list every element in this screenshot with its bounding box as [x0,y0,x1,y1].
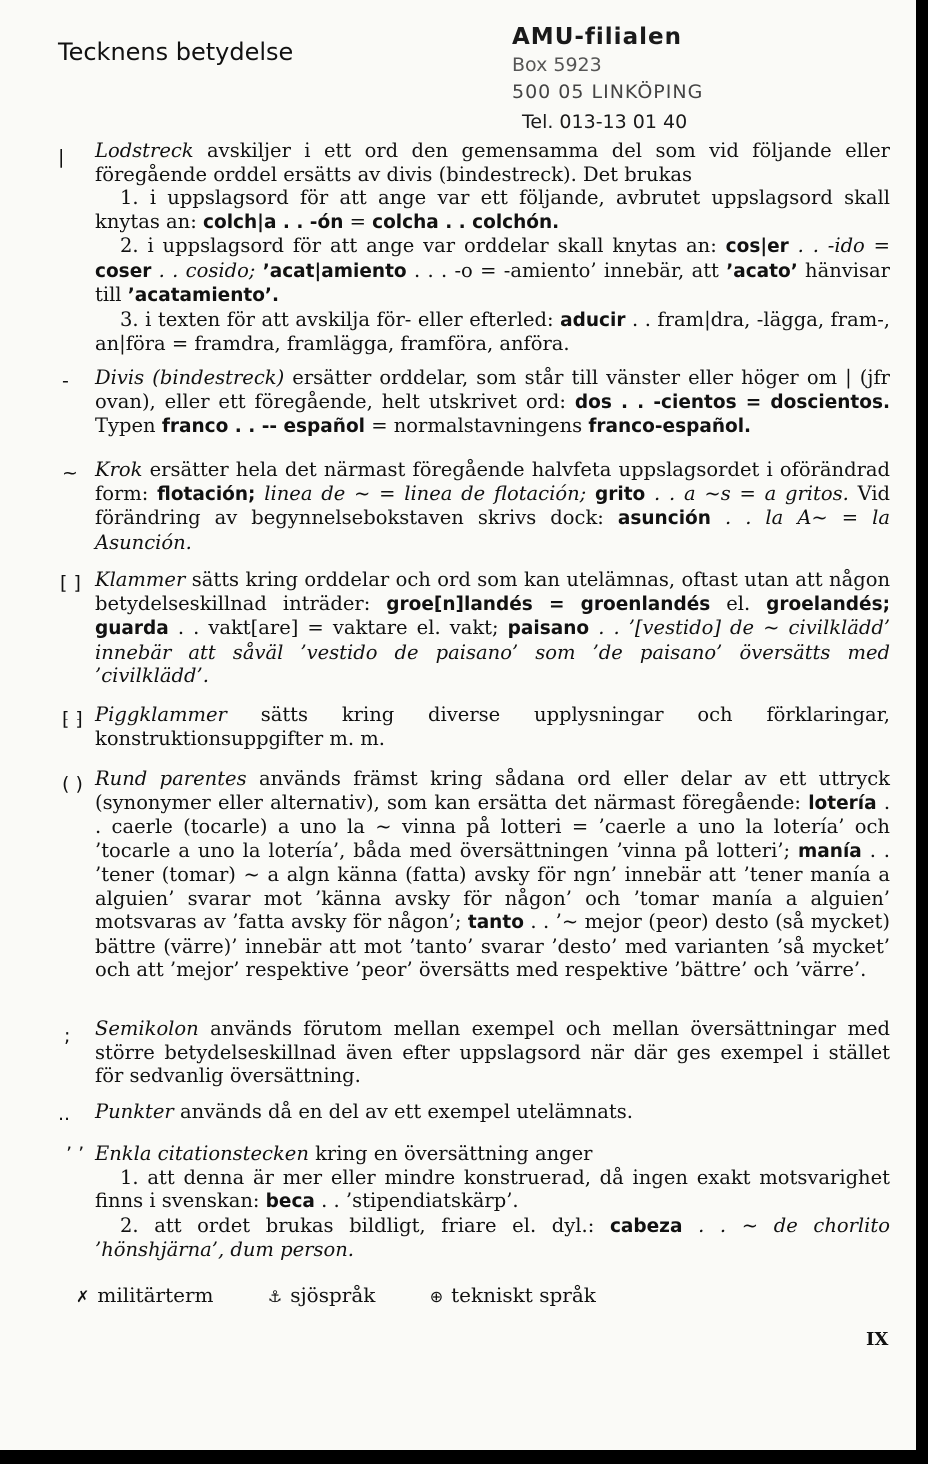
text: hänvisar till [95,258,890,306]
legend-military [76,1283,213,1307]
entry-krok [95,458,890,554]
text: 2. i uppslagsord för att ange var orddelar skall knytas an: [120,234,717,257]
text: 1. i uppslagsord för att ange var ett följande, avbrutet uppslagsord skall knytas an: [95,186,890,233]
symbol-semikolon: ; [64,1025,71,1047]
text: ersätter orddelar, som står till vänster eller höger om | (jfr ovan), eller ett föregående, helt utskrivet ord: [95,366,891,413]
page-number: IX [866,1329,889,1350]
text: . . -ido = [797,234,890,257]
term-klammer: Klammer [95,568,186,591]
term-piggklammer: Piggklammer [95,703,227,726]
term-rund-parentes: Rund parentes [95,767,247,790]
headword: manía [798,840,862,862]
legend-sea [268,1283,376,1307]
entry-rund-parentes [95,767,890,982]
headword: cabeza [609,1215,683,1237]
headword: paisano [507,618,590,639]
crossed-swords-icon: ✗ [76,1287,90,1306]
text: . . caerle (tocarle) a uno la ~ vinna på lotteri = ’caerle a uno la lotería’ och ’tocarle a uno la lotería’, båda med översättningen ’vinna på lotteri’; [95,790,891,862]
headword: franco-español. [588,416,752,437]
text: . . fram|dra, -lägga, fram-, an|föra = framdra, framlägga, framföra, anföra. [95,307,891,355]
headword: asunción [617,508,711,529]
text: . . a ~s = a gritos. [654,481,849,505]
headword: beca [265,1191,315,1212]
legend-technical-label: tekniskt språk [451,1283,596,1307]
term-divis: Divis [95,366,145,389]
text: . . cosido; [158,258,256,282]
headword: tanto [467,912,524,933]
term-punkter: Punkter [95,1100,174,1123]
entry-enkla-citationstecken [95,1142,890,1262]
term-enkla-citationstecken: Enkla citationstecken [95,1142,309,1165]
text: = [349,209,366,233]
headword: coser [95,260,152,282]
symbol-legend [76,1284,644,1309]
symbol-klammer: [ ] [60,572,81,594]
text: sätts kring orddelar och ord som kan utelämnas, oftast utan att någon betydelseskillnad inträder: [95,568,891,615]
stamp-line-1: AMU-filialen [512,24,682,50]
stamp-line-4: Tel. 013-13 01 40 [522,110,688,133]
text: . . ’~ mejor (peor) desto (så mycket) bättre (värre)’ innebär att mot ’tanto’ svarar ’desto’ med varianten ’så mycket’ och att ’mejor’ respektive ’peor’ översätts med respektive ’bättre’ och ’värre’. [95,910,890,981]
circled-plus-icon: ⊕ [429,1287,444,1306]
text: Typen [95,414,156,437]
symbol-divis: - [62,370,69,392]
text: . . . -o = -amiento’ innebär, att [413,258,719,282]
headword: groelandés; guarda [95,593,890,639]
anchor-icon: ⚓ [267,1287,283,1306]
term-semikolon: Semikolon [95,1017,199,1040]
text: används främst kring sådana ord eller delar av ett uttryck (synonymer eller alternativ), som kan ersätta det närmast föregående: [95,767,890,814]
entry-klammer [95,568,890,688]
symbol-krok: ~ [62,462,78,484]
text: el. [726,591,751,615]
term-lodstreck: Lodstreck [95,139,194,162]
symbol-punkter: .. [58,1103,71,1125]
text: avskiljer i ett ord den gemensamma del som vid följande eller föregående orddel ersätts av divis (bindestreck). Det brukas [95,139,890,186]
legend-military-label: militärterm [97,1283,214,1307]
symbol-enkla-citationstecken: ’ ’ [66,1143,85,1165]
text: sätts kring diverse upplysningar och förklaringar, konstruktionsuppgifter m. m. [95,703,890,750]
text: används då en del av ett exempel utelämnats. [179,1100,633,1123]
headword: franco . . -- español [161,416,365,437]
library-stamp [512,26,752,134]
headword: aducir [560,309,626,331]
headword: flotación; [157,483,256,505]
entry-lodstreck [95,139,890,356]
entry-divis [95,366,890,439]
text: används förutom mellan exempel och mellan översättningar med större betydelseskillnad även efter uppslagsord när där ges exempel i stället för sedvanlig översättning. [95,1017,890,1087]
text: 2. att ordet brukas bildligt, friare el. dyl.: [120,1213,595,1237]
page-top-edge [0,0,916,1]
entry-punkter [95,1100,890,1124]
entry-semikolon [95,1017,890,1088]
entry-piggklammer [95,703,890,750]
symbol-lodstreck: | [58,146,65,168]
headword: groe[n]landés = groenlandés [386,593,711,615]
legend-sea-label: sjöspråk [290,1283,376,1307]
page-title: Tecknens betydelse [58,38,294,66]
text: . . ~ de chorlito ’hönshjärna’, dum person. [95,1213,890,1261]
symbol-piggklammer: ⁅ ⁆ [62,708,83,730]
headword: ’acatamiento’. [127,285,279,306]
text: Vid förändring av begynnelsebokstaven skrivs dock: [95,481,891,529]
headword: dos . . -cientos = doscientos. [574,391,890,413]
text: linea de ~ = linea de flotación; [264,481,587,505]
text: = normalstavningens [371,414,583,437]
headword: ’acato’ [726,260,798,282]
symbol-rund-parentes: ( ) [62,773,83,795]
text: . . vakt[are] = vaktare el. vakt; [177,616,499,639]
headword: cos|er [725,236,789,257]
headword: colcha . . colchón. [372,211,560,233]
legend-technical [430,1283,596,1307]
text: . . la A~ = la Asunción. [95,506,891,554]
text: . . ’[vestido] de ~ civilklädd’ innebär att såväl ’vestido de paisano’ som ’de paisano’ översätts med ’civilklädd’. [95,616,891,687]
headword: grito [594,483,646,505]
text: 3. i texten för att avskilja för- eller efterled: [120,307,554,331]
text: (bindestreck) [152,366,285,389]
headword: colch|a . . -ón [203,211,344,233]
text: ersätter hela det närmast föregående halvfeta uppslagsordet i oförändrad form: [95,458,890,505]
headword: ’acat|amiento [262,260,407,282]
text: 1. att denna är mer eller mindre konstruerad, då ingen exakt motsvarighet finns i svenskan: [95,1165,890,1212]
text: . . ’tener (tomar) ~ a algn känna (fatta) avsky för ngn’ innebär att ’tener manía a alguien’ svarar mot ’känna avsky för någon’ och ’tomar manía a alguien’ motsvaras av ’fatta avsky för någon’; [95,838,891,933]
stamp-line-3: 500 05 LINKÖPING [512,81,704,103]
headword: lotería [808,792,877,814]
text: kring en översättning anger [315,1142,593,1165]
text: . . ’stipendiatskärp’. [321,1189,519,1212]
term-krok: Krok [95,458,143,481]
stamp-line-2: Box 5923 [512,53,602,76]
